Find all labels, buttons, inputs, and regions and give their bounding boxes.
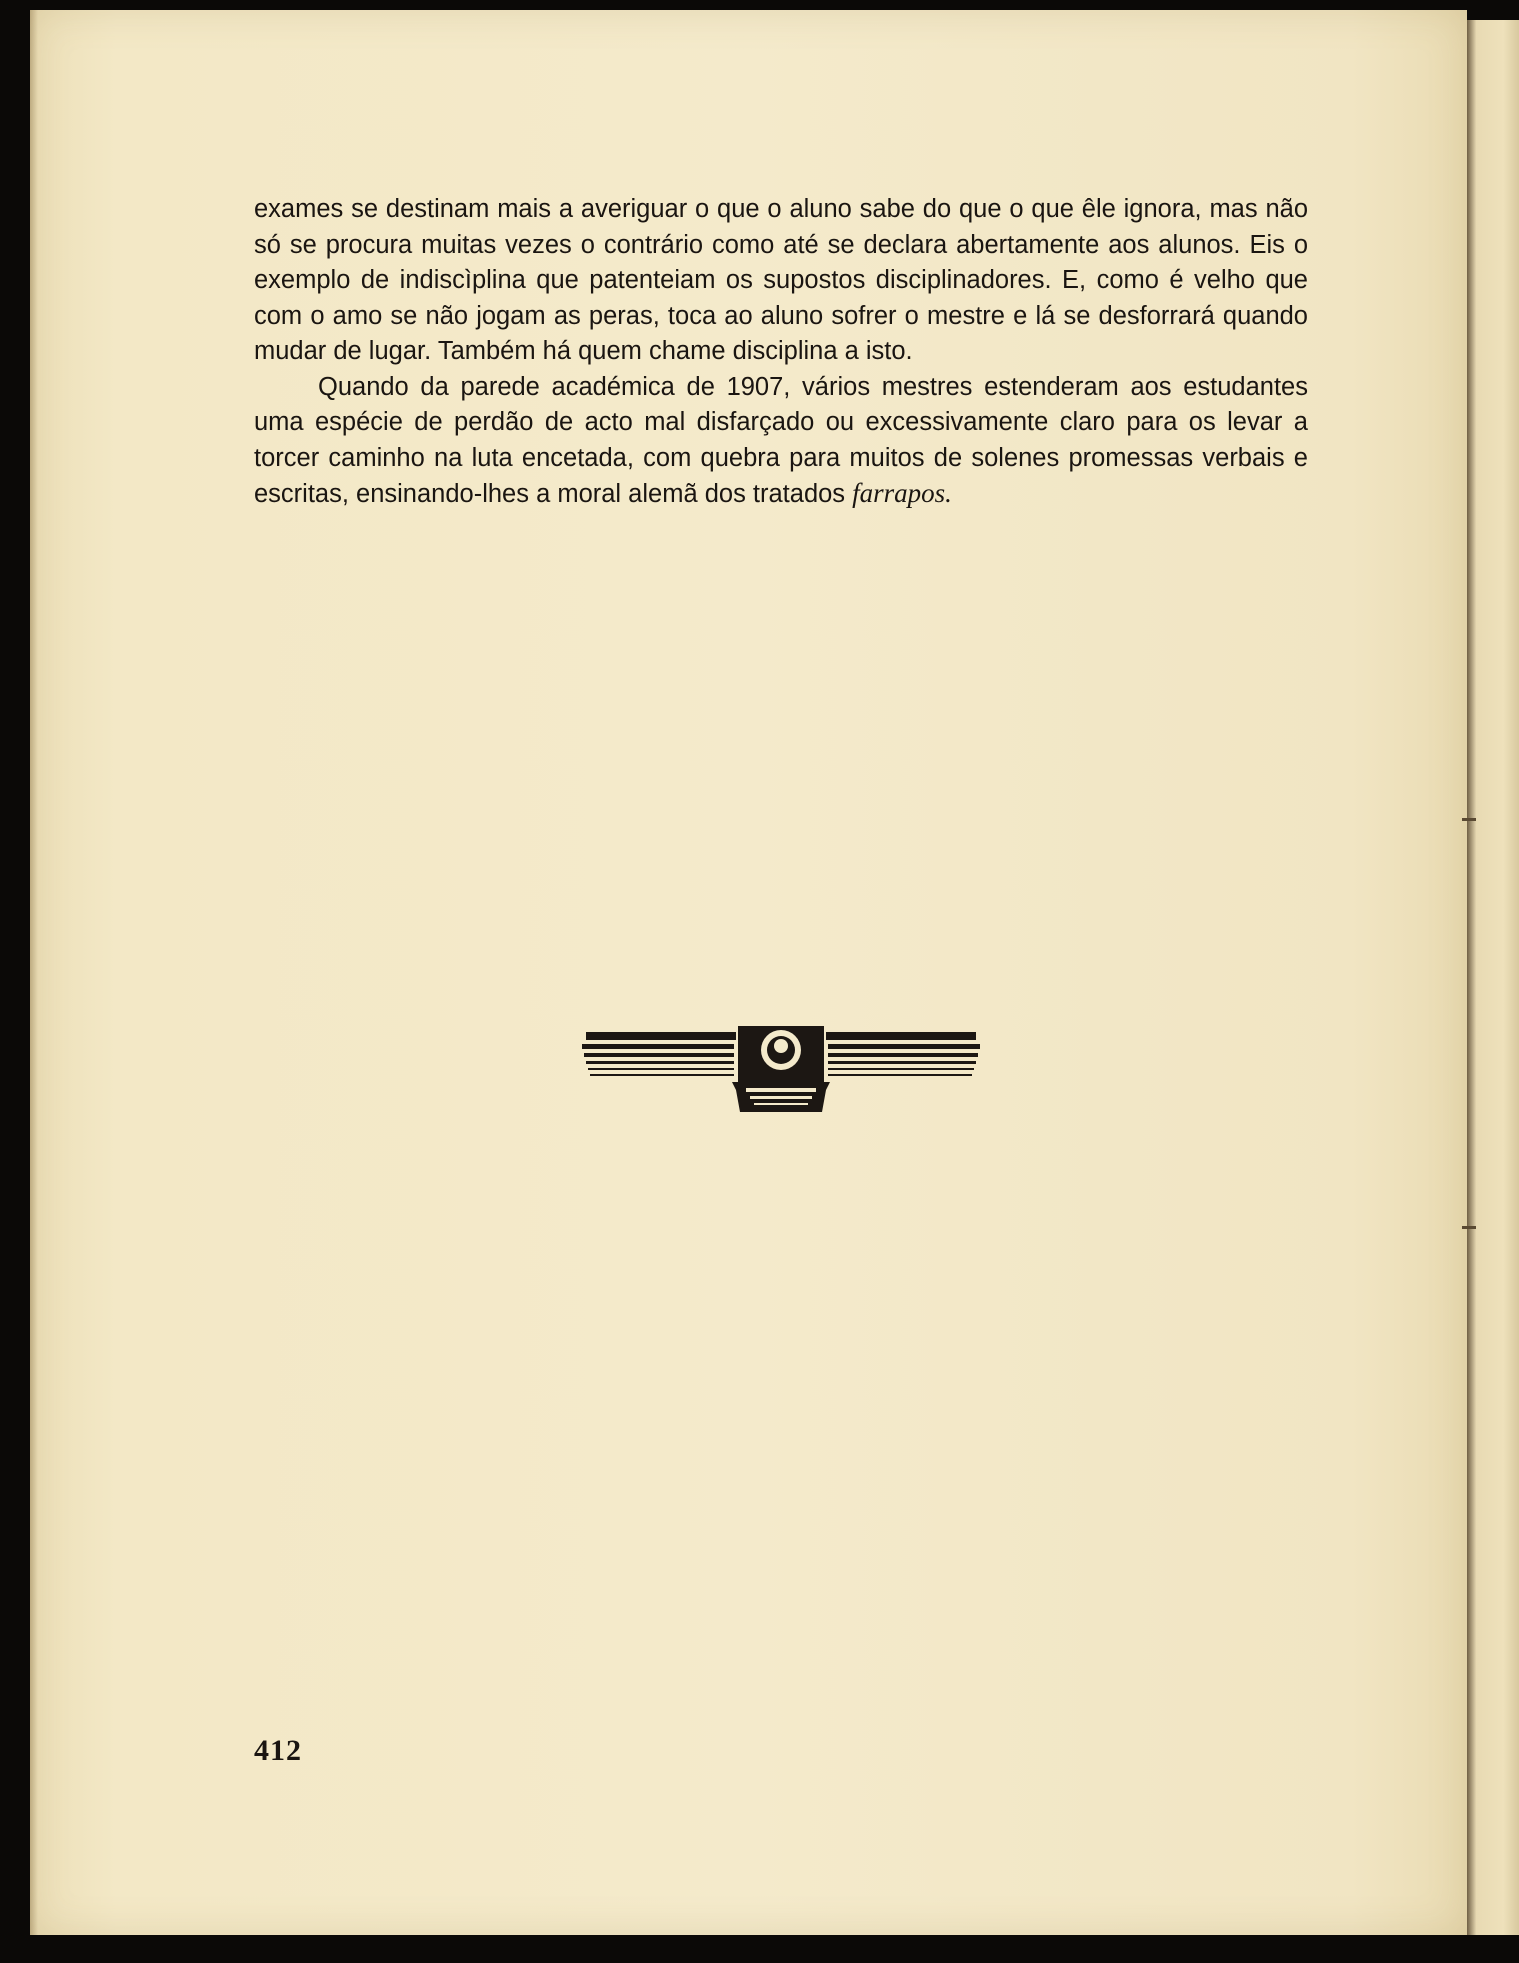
binding-mark	[1462, 1226, 1476, 1229]
paragraph	[254, 370, 1308, 513]
paragraph-text: Quando da parede académica de 1907, vários mestres estenderam aos estudantes uma espécie de perdão de acto mal disfarçado ou excessivamente claro para os levar a torcer caminho na luta encetada, com quebra para muitos de solenes promessas verbais e escritas, ensinando-lhes a moral alemã dos tratados	[254, 372, 1308, 508]
adjacent-page-edge	[1467, 20, 1519, 1935]
body-text	[254, 192, 1308, 513]
winged-ornament-icon	[582, 1016, 980, 1126]
page-gutter-shadow	[30, 10, 38, 1935]
page-number: 412	[254, 1734, 302, 1767]
italic-word: farrapos.	[852, 478, 952, 508]
binding-mark	[1462, 818, 1476, 821]
paragraph: exames se destinam mais a averiguar o que o aluno sabe do que o que êle ignora, mas não só se procura muitas vezes o contrário como até se declara abertamente aos alunos. Eis o exemplo de indiscìplina que patenteiam os supostos disciplinadores. E, como é velho que com o amo se não jogam as peras, toca ao aluno sofrer o mestre e lá se desforrará quando mudar de lugar. Também há quem chame disciplina a isto.	[254, 195, 1308, 365]
